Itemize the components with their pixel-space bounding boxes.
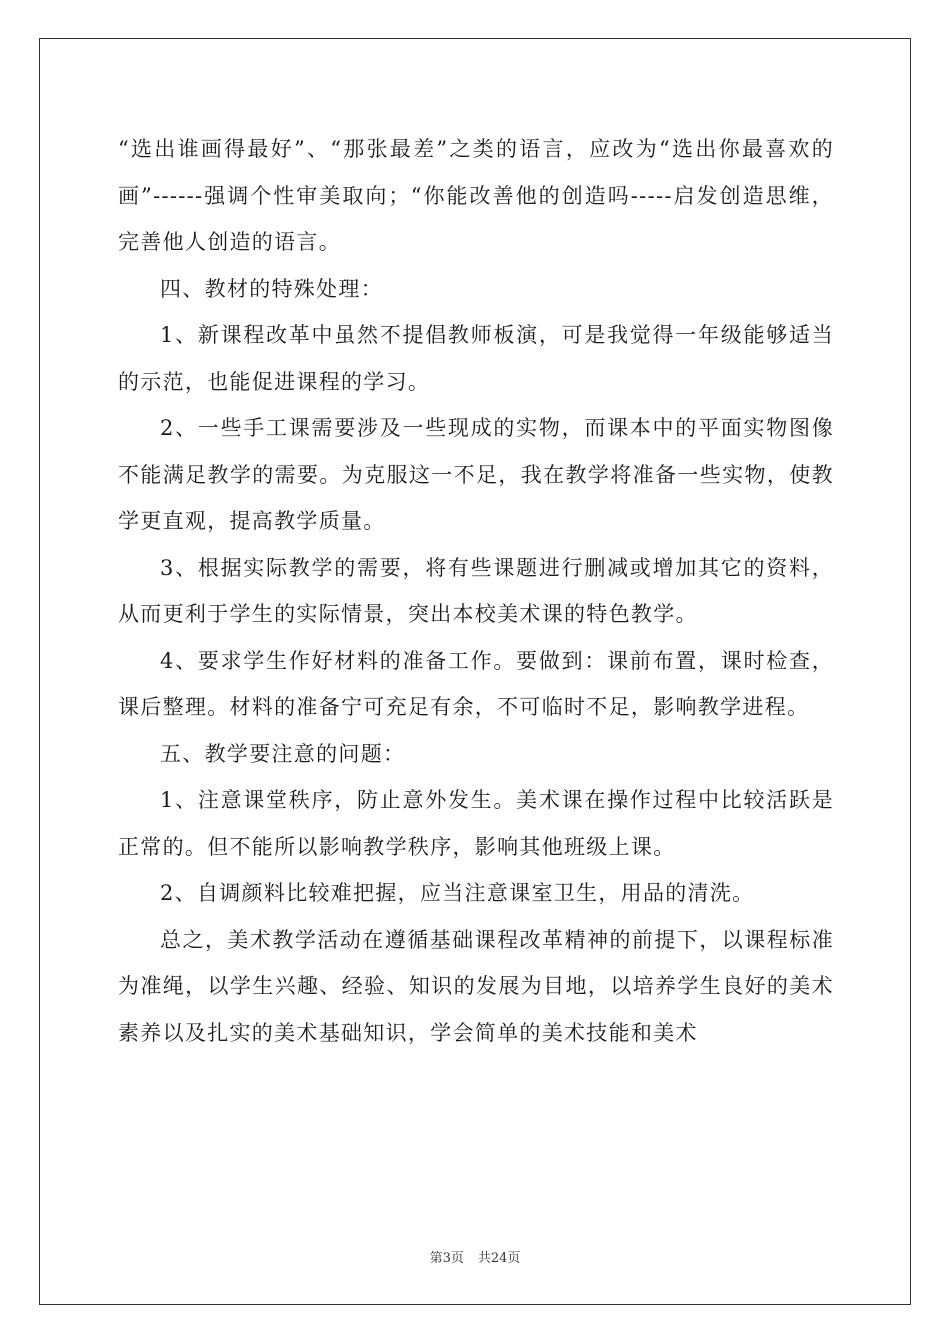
paragraph-item: 2、自调颜料比较难把握，应当注意课室卫生，用品的清洗。 — [160, 881, 755, 905]
paragraph-item: 2、一些手工课需要涉及一些现成的实物，而课本中的平面实物图像不能满足教学的需要。为克服这一不足，我在教学将准备一些实物，使教学更直观，提高教学质量。 — [118, 416, 834, 533]
paragraph-item: 1、注意课堂秩序，防止意外发生。美术课在操作过程中比较活跃是正常的。但不能所以影响教学秩序，影响其他班级上课。 — [118, 788, 834, 859]
section-heading-4: 四、教材的特殊处理： — [160, 276, 383, 301]
page-number-current: 第3页 — [429, 1251, 464, 1266]
paragraph-continuation: “选出谁画得最好”、“那张最差”之类的语言，应改为“选出你最喜欢的画”------强调个性审美取向；“你能改善他的创造吗-----启发创造思维，完善他人创造的语言。 — [118, 137, 834, 254]
section-heading-5: 五、教学要注意的问题： — [160, 741, 406, 766]
page-footer — [0, 1247, 950, 1266]
document-body — [118, 126, 834, 1056]
paragraph-item: 4、要求学生作好材料的准备工作。要做到：课前布置，课时检查，课后整理。材料的准备宁可充足有余，不可临时不足，影响教学进程。 — [118, 648, 834, 719]
page-number-total: 共24页 — [477, 1251, 521, 1266]
paragraph-item: 1、新课程改革中虽然不提倡教师板演，可是我觉得一年级能够适当的示范，也能促进课程的学习。 — [118, 323, 834, 394]
paragraph-item: 3、根据实际教学的需要，将有些课题进行删减或增加其它的资料，从而更利于学生的实际情景，突出本校美术课的特色教学。 — [118, 555, 834, 626]
paragraph-summary: 总之，美术教学活动在遵循基础课程改革精神的前提下，以课程标准为准绳，以学生兴趣、经验、知识的发展为目地，以培养学生良好的美术素养以及扎实的美术基础知识，学会简单的美术技能和美术 — [118, 927, 834, 1045]
